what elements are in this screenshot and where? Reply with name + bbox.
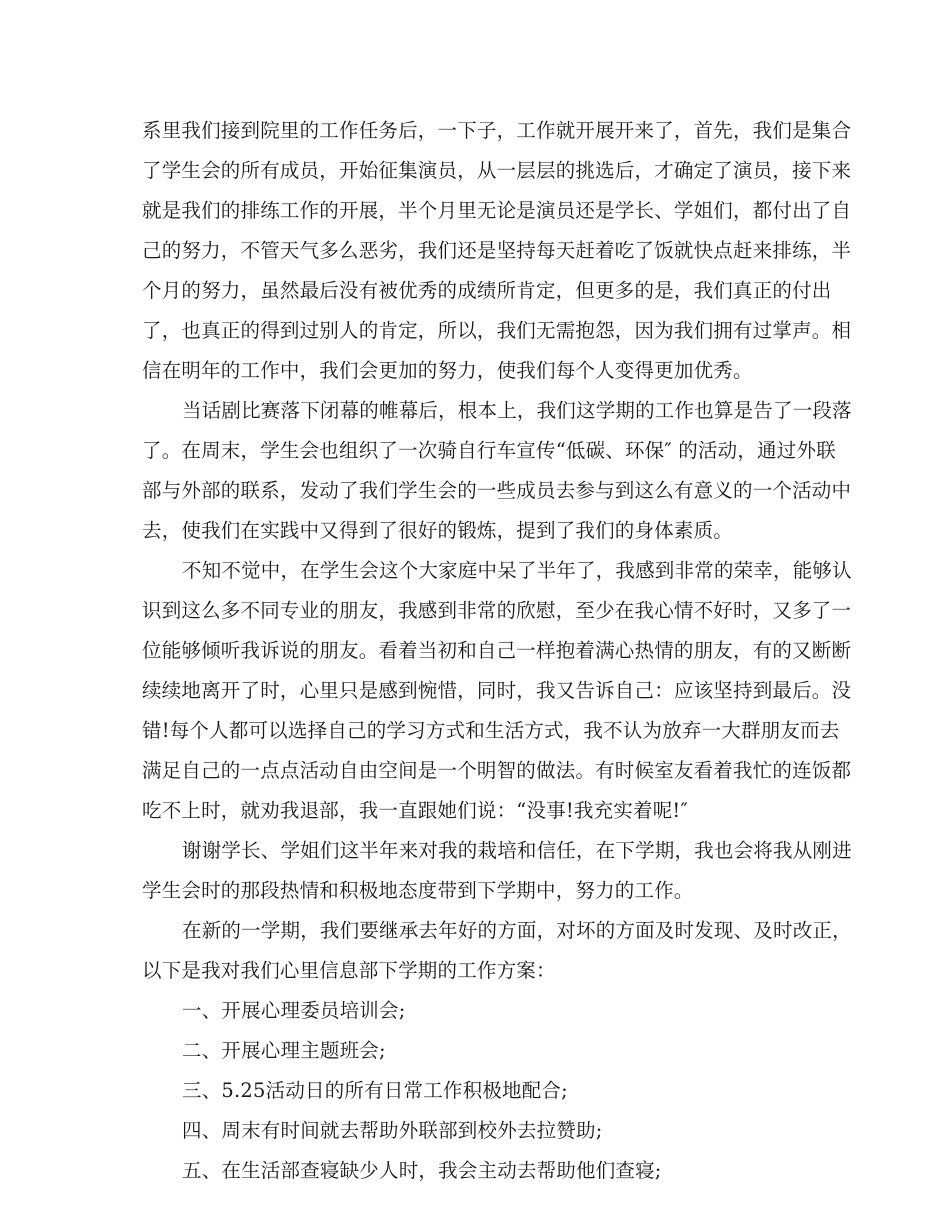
- plan-item-2: 二、开展心理主题班会;: [182, 1039, 386, 1062]
- paragraph-3-line-5: 错!每个人都可以选择自己的学习方式和生活方式，我不认为放弃一大群朋友而去: [142, 719, 840, 742]
- plan-item-5: 五、在生活部查寝缺少人时，我会主动去帮助他们查寝;: [182, 1159, 662, 1182]
- paragraph-2-line-1: 当话剧比赛落下闭幕的帷幕后，根本上，我们这学期的工作也算是告了一段落: [182, 399, 852, 422]
- paragraph-1-line-1: 系里我们接到院里的工作任务后，一下子，工作就开展开来了，首先，我们是集合: [142, 119, 852, 142]
- paragraph-1-line-7: 信在明年的工作中，我们会更加的努力，使我们每个人变得更加优秀。: [142, 359, 753, 382]
- plan-item-4: 四、周末有时间就去帮助外联部到校外去拉赞助;: [182, 1119, 603, 1142]
- paragraph-5-line-1: 在新的一学期，我们要继承去年好的方面，对坏的方面及时发现、及时改正，: [182, 919, 852, 942]
- paragraph-4-line-1: 谢谢学长、学姐们这半年来对我的栽培和信任，在下学期，我也会将我从刚进: [182, 839, 852, 862]
- paragraph-1-line-4: 己的努力，不管天气多么恶劣，我们还是坚持每天赶着吃了饭就快点赶来排练，半: [142, 239, 852, 262]
- paragraph-3-line-4: 续续地离开了时，心里只是感到惋惜，同时，我又告诉自己：应该坚持到最后。没: [142, 679, 852, 702]
- paragraph-3-line-7: 吃不上时，就劝我退部，我一直跟她们说：“没事!我充实着呢!″: [142, 799, 688, 822]
- paragraph-1-line-3: 就是我们的排练工作的开展，半个月里无论是演员还是学长、学姐们，都付出了自: [142, 199, 852, 222]
- paragraph-3-line-3: 位能够倾听我诉说的朋友。看着当初和自己一样抱着满心热情的朋友，有的又断断: [142, 639, 852, 662]
- paragraph-3-line-1: 不知不觉中，在学生会这个大家庭中呆了半年了，我感到非常的荣幸，能够认: [182, 559, 852, 582]
- paragraph-3-line-2: 识到这么多不同专业的朋友，我感到非常的欣慰，至少在我心情不好时，又多了一: [142, 599, 852, 622]
- plan-item-3: 三、5.25活动日的所有日常工作积极地配合;: [182, 1079, 568, 1102]
- plan-item-1: 一、开展心理委员培训会;: [182, 999, 406, 1022]
- paragraph-2-line-2: 了。在周末，学生会也组织了一次骑自行车宣传“低碳、环保″ 的活动，通过外联: [142, 439, 836, 462]
- paragraph-1-line-2: 了学生会的所有成员，开始征集演员，从一层层的挑选后，才确定了演员，接下来: [142, 159, 852, 182]
- paragraph-1-line-6: 了，也真正的得到过别人的肯定，所以，我们无需抱怨，因为我们拥有过掌声。相: [142, 319, 852, 342]
- paragraph-4-line-2: 学生会时的那段热情和积极地态度带到下学期中，努力的工作。: [142, 879, 694, 902]
- paragraph-2-line-4: 去，使我们在实践中又得到了很好的锻炼，提到了我们的身体素质。: [142, 519, 734, 542]
- paragraph-3-line-6: 满足自己的一点点活动自由空间是一个明智的做法。有时候室友看着我忙的连饭都: [142, 759, 852, 782]
- paragraph-2-line-3: 部与外部的联系，发动了我们学生会的一些成员去参与到这么有意义的一个活动中: [142, 479, 852, 502]
- paragraph-5-line-2: 以下是我对我们心里信息部下学期的工作方案：: [142, 959, 556, 982]
- paragraph-1-line-5: 个月的努力，虽然最后没有被优秀的成绩所肯定，但更多的是，我们真正的付出: [142, 279, 832, 302]
